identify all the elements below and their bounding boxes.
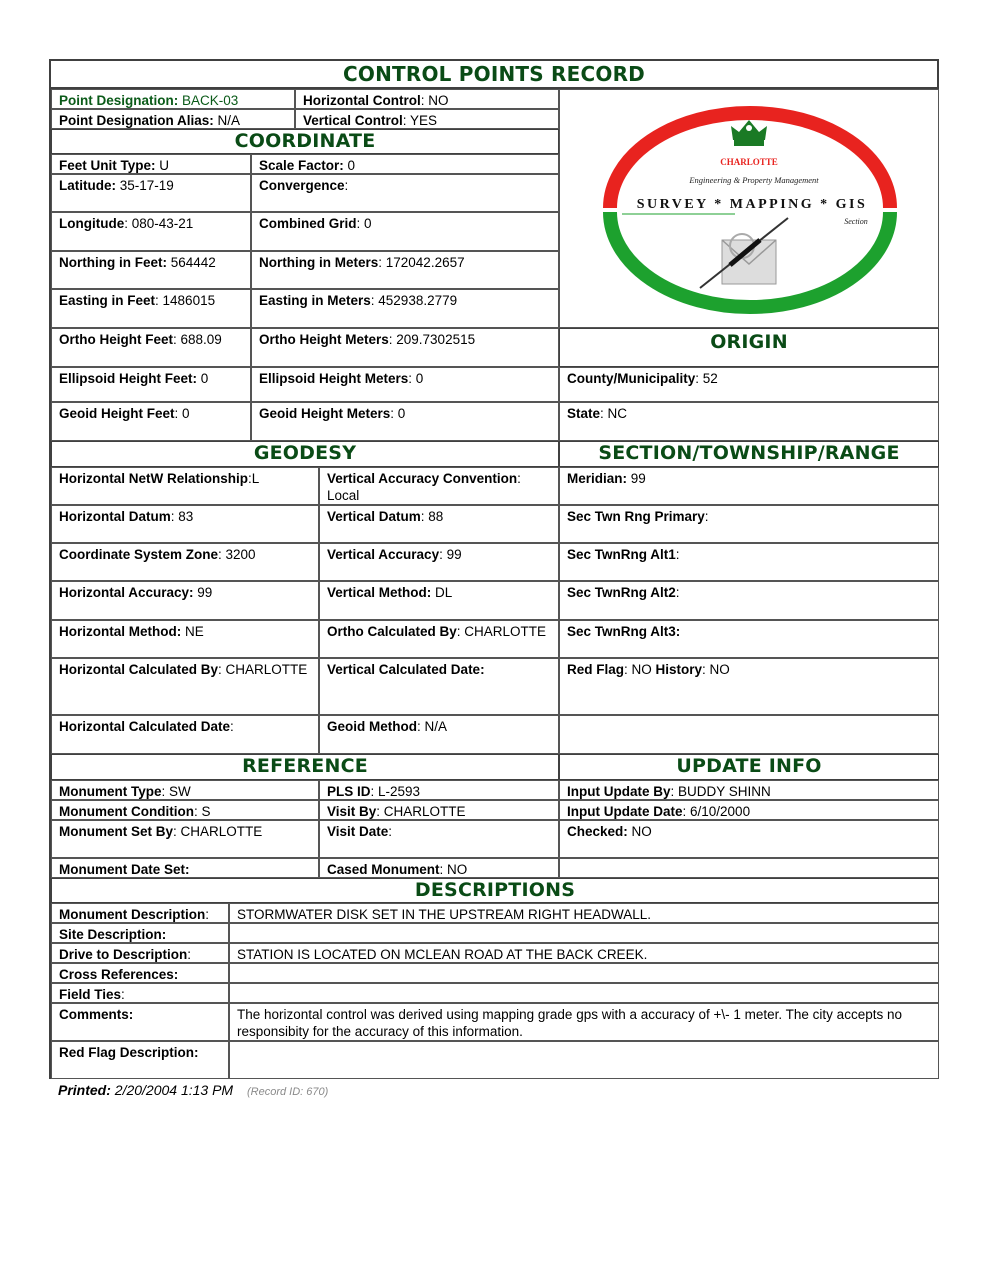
geoid-height-feet: Geoid Height Feet: 0	[51, 402, 251, 441]
easting-meters: Easting in Meters: 452938.2779	[251, 289, 559, 328]
svg-text:Section: Section	[844, 217, 868, 226]
envelope-icon	[722, 234, 776, 284]
horizontal-control: Horizontal Control: NO	[295, 89, 559, 109]
point-designation: Point Designation: BACK-03	[51, 89, 295, 109]
input-update-by: Input Update By: BUDDY SHINN	[559, 780, 939, 800]
field-ties-label: Field Ties:	[51, 983, 229, 1003]
red-flag-history: Red Flag: NO History: NO	[559, 658, 939, 715]
vertical-datum: Vertical Datum: 88	[319, 505, 559, 543]
horizontal-netw-relationship: Horizontal NetW Relationship:L	[51, 467, 319, 505]
geoid-height-meters: Geoid Height Meters: 0	[251, 402, 559, 441]
ellipsoid-height-feet: Ellipsoid Height Feet: 0	[51, 367, 251, 402]
descriptions-header: DESCRIPTIONS	[51, 878, 939, 903]
coordinate-header: COORDINATE	[51, 129, 559, 154]
crown-icon	[731, 120, 767, 146]
vertical-accuracy-convention: Vertical Accuracy Convention: Local	[319, 467, 559, 505]
checked: Checked: NO	[559, 820, 939, 858]
comments-label: Comments:	[51, 1003, 229, 1041]
red-flag-description-value	[229, 1041, 939, 1079]
cross-references-label: Cross References:	[51, 963, 229, 983]
horizontal-calculated-date: Horizontal Calculated Date:	[51, 715, 319, 754]
ortho-height-feet: Ortho Height Feet: 688.09	[51, 328, 251, 367]
ellipsoid-height-meters: Ellipsoid Height Meters: 0	[251, 367, 559, 402]
longitude: Longitude: 080-43-21	[51, 212, 251, 251]
vertical-control: Vertical Control: YES	[295, 109, 559, 129]
red-flag-description-label: Red Flag Description:	[51, 1041, 229, 1079]
drive-to-description-label: Drive to Description:	[51, 943, 229, 963]
horizontal-accuracy: Horizontal Accuracy: 99	[51, 581, 319, 620]
charlotte-logo	[560, 90, 938, 327]
easting-feet: Easting in Feet: 1486015	[51, 289, 251, 328]
geoid-method: Geoid Method: N/A	[319, 715, 559, 754]
feet-unit-type: Feet Unit Type: U	[51, 154, 251, 174]
record-id: (Record ID: 670)	[246, 1086, 329, 1098]
horizontal-calculated-by: Horizontal Calculated By: CHARLOTTE	[51, 658, 319, 715]
latitude: Latitude: 35-17-19	[51, 174, 251, 212]
convergence: Convergence:	[251, 174, 559, 212]
str-empty-cell	[559, 715, 939, 754]
monument-description-label: Monument Description:	[51, 903, 229, 923]
meridian: Meridian: 99	[559, 467, 939, 505]
northing-feet: Northing in Feet: 564442	[51, 251, 251, 289]
input-update-date: Input Update Date: 6/10/2000	[559, 800, 939, 820]
county-municipality: County/Municipality: 52	[559, 367, 939, 402]
vertical-accuracy: Vertical Accuracy: 99	[319, 543, 559, 581]
section-township-range-header: SECTION/TOWNSHIP/RANGE	[559, 441, 939, 467]
svg-text:CHARLOTTE: CHARLOTTE	[720, 157, 778, 167]
combined-grid: Combined Grid: 0	[251, 212, 559, 251]
horizontal-method: Horizontal Method: NE	[51, 620, 319, 658]
monument-description-value: STORMWATER DISK SET IN THE UPSTREAM RIGHT HEADWALL.	[229, 903, 939, 923]
drive-to-description-value: STATION IS LOCATED ON MCLEAN ROAD AT THE BACK CREEK.	[229, 943, 939, 963]
logo-panel	[559, 89, 939, 328]
reference-header: REFERENCE	[51, 754, 559, 780]
cross-references-value	[229, 963, 939, 983]
site-description-label: Site Description:	[51, 923, 229, 943]
sec-twnrng-alt1: Sec TwnRng Alt1:	[559, 543, 939, 581]
pls-id: PLS ID: L-2593	[319, 780, 559, 800]
site-description-value	[229, 923, 939, 943]
scale-factor: Scale Factor: 0	[251, 154, 559, 174]
visit-by: Visit By: CHARLOTTE	[319, 800, 559, 820]
field-ties-value	[229, 983, 939, 1003]
vertical-method: Vertical Method: DL	[319, 581, 559, 620]
sec-twnrng-alt3: Sec TwnRng Alt3:	[559, 620, 939, 658]
monument-set-by: Monument Set By: CHARLOTTE	[51, 820, 319, 858]
sec-twn-rng-primary: Sec Twn Rng Primary:	[559, 505, 939, 543]
ortho-calculated-by: Ortho Calculated By: CHARLOTTE	[319, 620, 559, 658]
vertical-calculated-date: Vertical Calculated Date:	[319, 658, 559, 715]
ortho-height-meters: Ortho Height Meters: 209.7302515	[251, 328, 559, 367]
monument-type: Monument Type: SW	[51, 780, 319, 800]
state: State: NC	[559, 402, 939, 441]
point-designation-alias: Point Designation Alias: N/A	[51, 109, 295, 129]
horizontal-datum: Horizontal Datum: 83	[51, 505, 319, 543]
update-info-header: UPDATE INFO	[559, 754, 939, 780]
monument-condition: Monument Condition: S	[51, 800, 319, 820]
svg-text:SURVEY * MAPPING * GIS: SURVEY * MAPPING * GIS	[636, 197, 868, 212]
origin-header: ORIGIN	[559, 328, 939, 367]
svg-text:Engineering & Property Managem: Engineering & Property Management	[689, 175, 819, 185]
sec-twnrng-alt2: Sec TwnRng Alt2:	[559, 581, 939, 620]
visit-date: Visit Date:	[319, 820, 559, 858]
printed-footer: Printed: 2/20/2004 1:13 PM (Record ID: 670)	[58, 1082, 329, 1098]
northing-meters: Northing in Meters: 172042.2657	[251, 251, 559, 289]
page-title: CONTROL POINTS RECORD	[49, 59, 939, 89]
update-empty-cell	[559, 858, 939, 878]
geodesy-header: GEODESY	[51, 441, 559, 467]
monument-date-set: Monument Date Set:	[51, 858, 319, 878]
cased-monument: Cased Monument: NO	[319, 858, 559, 878]
comments-value: The horizontal control was derived using mapping grade gps with a accuracy of +\- 1 meter. The city accepts no responsibity for the accuracy of this information.	[229, 1003, 939, 1041]
coordinate-system-zone: Coordinate System Zone: 3200	[51, 543, 319, 581]
